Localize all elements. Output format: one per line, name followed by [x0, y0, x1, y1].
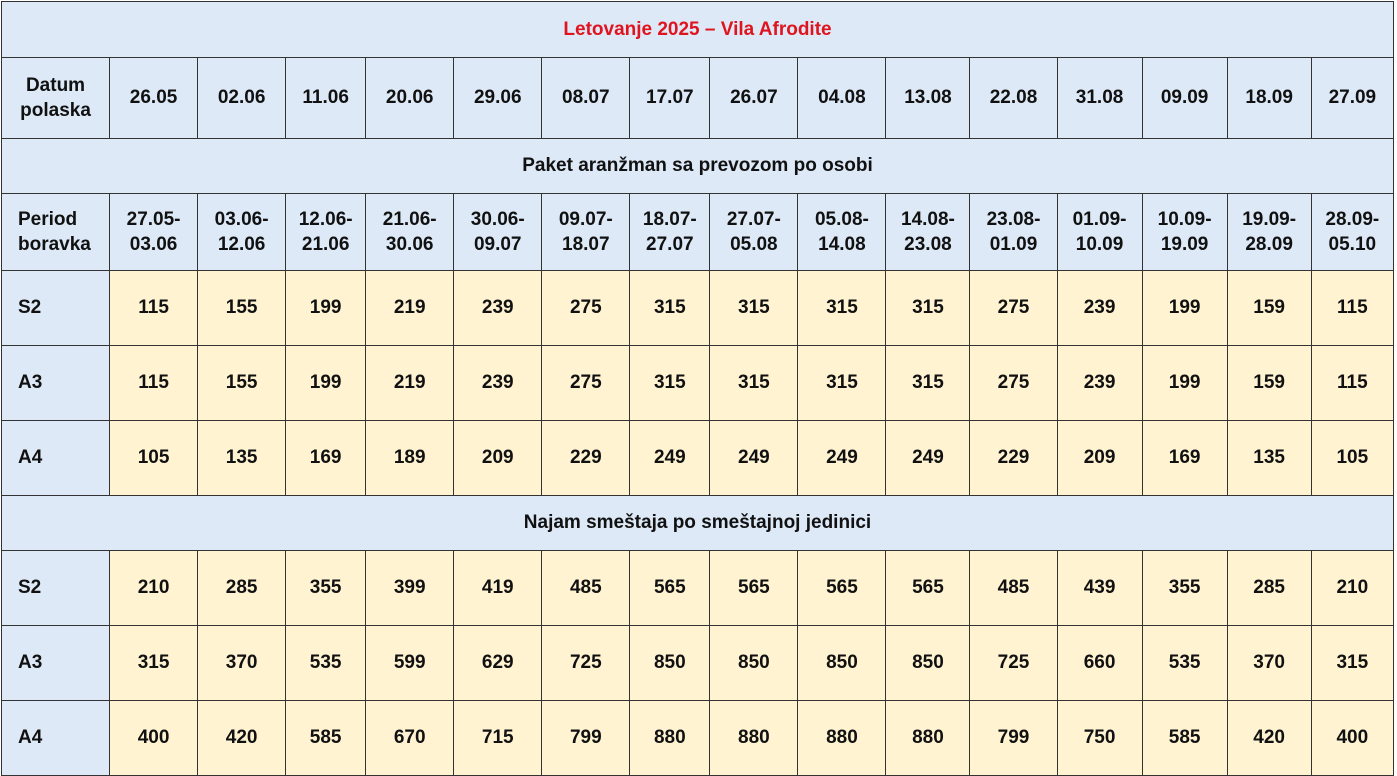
price-cell: 315	[798, 271, 886, 346]
stay-period-start: 30.06-	[470, 209, 525, 230]
stay-period	[1311, 194, 1393, 271]
stay-period-start: 27.07-	[726, 209, 781, 230]
stay-period-start: 19.09-	[1242, 209, 1297, 230]
price-cell: 799	[542, 701, 630, 776]
price-cell: 370	[198, 626, 286, 701]
price-cell: 670	[366, 701, 454, 776]
departure-label-line2: polaska	[20, 100, 91, 121]
price-cell: 249	[630, 421, 710, 496]
price-cell: 420	[1227, 701, 1311, 776]
price-cell: 880	[886, 701, 970, 776]
stay-period-start: 23.08-	[986, 209, 1041, 230]
price-cell: 199	[1142, 271, 1227, 346]
price-cell: 565	[710, 551, 798, 626]
departure-date: 04.08	[798, 58, 886, 139]
departure-date: 11.06	[286, 58, 366, 139]
price-cell: 105	[110, 421, 198, 496]
departure-date: 02.06	[198, 58, 286, 139]
price-cell: 535	[286, 626, 366, 701]
departure-date: 22.08	[970, 58, 1057, 139]
stay-period-end: 23.08	[904, 234, 952, 255]
price-cell: 135	[1227, 421, 1311, 496]
row-label: A3	[2, 346, 110, 421]
price-cell: 400	[110, 701, 198, 776]
stay-period	[970, 194, 1057, 271]
table-body	[2, 2, 1394, 776]
price-cell: 315	[886, 346, 970, 421]
price-cell: 135	[198, 421, 286, 496]
stay-period-end: 30.06	[385, 234, 434, 255]
price-table	[1, 1, 1394, 776]
price-cell: 249	[710, 421, 798, 496]
table-row	[2, 271, 1394, 346]
section-row	[2, 139, 1394, 194]
price-cell: 159	[1227, 271, 1311, 346]
price-cell: 850	[886, 626, 970, 701]
section-rental-title: Najam smeštaja po smeštajnoj jedinici	[2, 496, 1394, 551]
price-cell: 660	[1057, 626, 1142, 701]
price-cell: 565	[798, 551, 886, 626]
departure-label	[2, 58, 110, 139]
stay-period-end: 10.09	[1075, 234, 1124, 255]
stay-period-end: 05.08	[730, 234, 778, 255]
stay-period	[286, 194, 366, 271]
section-package-title: Paket aranžman sa prevozom po osobi	[2, 139, 1394, 194]
stay-period-end: 19.09	[1160, 234, 1209, 255]
price-cell: 565	[630, 551, 710, 626]
stay-period	[1227, 194, 1311, 271]
price-cell: 239	[454, 346, 542, 421]
stay-period-end: 14.08	[818, 234, 866, 255]
title-row	[2, 2, 1394, 58]
price-cell: 285	[1227, 551, 1311, 626]
departure-date: 18.09	[1227, 58, 1311, 139]
price-cell: 315	[710, 271, 798, 346]
price-cell: 485	[970, 551, 1057, 626]
price-cell: 880	[710, 701, 798, 776]
stay-period-row	[2, 194, 1394, 271]
price-cell: 355	[286, 551, 366, 626]
departure-date: 26.05	[110, 58, 198, 139]
price-cell: 275	[542, 271, 630, 346]
row-label: S2	[2, 551, 110, 626]
stay-period	[1057, 194, 1142, 271]
price-cell: 199	[1142, 346, 1227, 421]
stay-period	[110, 194, 198, 271]
stay-period-end: 09.07	[473, 234, 522, 255]
stay-period-end: 21.06	[301, 234, 350, 255]
price-cell: 210	[110, 551, 198, 626]
stay-period-start: 27.05-	[126, 209, 181, 230]
price-cell: 285	[198, 551, 286, 626]
price-cell: 850	[630, 626, 710, 701]
price-cell: 239	[454, 271, 542, 346]
price-cell: 400	[1311, 701, 1393, 776]
stay-period	[710, 194, 798, 271]
price-cell: 209	[1057, 421, 1142, 496]
table-row	[2, 626, 1394, 701]
price-cell: 355	[1142, 551, 1227, 626]
price-cell: 599	[366, 626, 454, 701]
price-cell: 315	[110, 626, 198, 701]
stay-period-start: 01.09-	[1072, 209, 1127, 230]
stay-period-start: 03.06-	[214, 209, 269, 230]
table-row	[2, 551, 1394, 626]
stay-period-end: 12.06	[217, 234, 266, 255]
price-cell: 535	[1142, 626, 1227, 701]
stay-label-line1: Period	[18, 209, 78, 230]
departure-date: 09.09	[1142, 58, 1227, 139]
price-cell: 229	[542, 421, 630, 496]
price-cell: 239	[1057, 346, 1142, 421]
price-cell: 315	[630, 346, 710, 421]
price-cell: 585	[286, 701, 366, 776]
stay-period	[798, 194, 886, 271]
stay-period-end: 03.06	[129, 234, 178, 255]
row-label: A4	[2, 421, 110, 496]
table-title: Letovanje 2025 – Vila Afrodite	[2, 2, 1394, 58]
price-cell: 155	[198, 271, 286, 346]
price-cell: 199	[286, 271, 366, 346]
stay-period	[454, 194, 542, 271]
table-row	[2, 421, 1394, 496]
price-cell: 275	[970, 346, 1057, 421]
departure-date: 29.06	[454, 58, 542, 139]
stay-period-end: 18.07	[562, 234, 610, 255]
price-cell: 715	[454, 701, 542, 776]
price-cell: 315	[710, 346, 798, 421]
price-cell: 275	[970, 271, 1057, 346]
price-cell: 315	[798, 346, 886, 421]
stay-label-line2: boravka	[18, 234, 91, 255]
price-cell: 750	[1057, 701, 1142, 776]
stay-period	[366, 194, 454, 271]
stay-period	[198, 194, 286, 271]
price-cell: 315	[1311, 626, 1393, 701]
price-cell: 880	[798, 701, 886, 776]
stay-period-start: 18.07-	[642, 209, 697, 230]
price-cell: 115	[1311, 346, 1393, 421]
stay-period-start: 12.06-	[298, 209, 353, 230]
price-cell: 419	[454, 551, 542, 626]
price-cell: 275	[542, 346, 630, 421]
price-cell: 880	[630, 701, 710, 776]
price-cell: 420	[198, 701, 286, 776]
price-cell: 199	[286, 346, 366, 421]
departure-date: 20.06	[366, 58, 454, 139]
row-label: S2	[2, 271, 110, 346]
price-cell: 209	[454, 421, 542, 496]
price-cell: 239	[1057, 271, 1142, 346]
price-cell: 169	[1142, 421, 1227, 496]
price-cell: 799	[970, 701, 1057, 776]
price-cell: 629	[454, 626, 542, 701]
stay-period-end: 27.07	[646, 234, 694, 255]
price-cell: 399	[366, 551, 454, 626]
stay-period-start: 10.09-	[1157, 209, 1212, 230]
stay-period-end: 28.09	[1245, 234, 1293, 255]
stay-label	[2, 194, 110, 271]
price-cell: 210	[1311, 551, 1393, 626]
stay-period-end: 01.09	[989, 234, 1038, 255]
departure-date: 17.07	[630, 58, 710, 139]
stay-period-start: 09.07-	[558, 209, 613, 230]
stay-period	[1142, 194, 1227, 271]
departure-date: 27.09	[1311, 58, 1393, 139]
price-cell: 169	[286, 421, 366, 496]
stay-period	[630, 194, 710, 271]
price-cell: 115	[1311, 271, 1393, 346]
price-cell: 725	[542, 626, 630, 701]
stay-period	[886, 194, 970, 271]
price-cell: 370	[1227, 626, 1311, 701]
stay-period-start: 05.08-	[814, 209, 869, 230]
price-cell: 159	[1227, 346, 1311, 421]
departure-row	[2, 58, 1394, 139]
row-label: A3	[2, 626, 110, 701]
price-cell: 115	[110, 346, 198, 421]
price-cell: 565	[886, 551, 970, 626]
price-cell: 249	[886, 421, 970, 496]
stay-period-end: 05.10	[1328, 234, 1377, 255]
departure-label-line1: Datum	[25, 75, 86, 96]
table-row	[2, 701, 1394, 776]
price-cell: 249	[798, 421, 886, 496]
price-cell: 850	[798, 626, 886, 701]
departure-date: 08.07	[542, 58, 630, 139]
price-cell: 485	[542, 551, 630, 626]
price-cell: 105	[1311, 421, 1393, 496]
price-cell: 315	[630, 271, 710, 346]
price-cell: 189	[366, 421, 454, 496]
stay-period-start: 14.08-	[901, 209, 955, 230]
price-cell: 725	[970, 626, 1057, 701]
price-cell: 229	[970, 421, 1057, 496]
section-row	[2, 496, 1394, 551]
stay-period-start: 21.06-	[382, 209, 437, 230]
price-cell: 219	[366, 346, 454, 421]
price-cell: 219	[366, 271, 454, 346]
price-cell: 850	[710, 626, 798, 701]
price-cell: 439	[1057, 551, 1142, 626]
price-cell: 315	[886, 271, 970, 346]
table-row	[2, 346, 1394, 421]
stay-period-start: 28.09-	[1325, 209, 1380, 230]
stay-period	[542, 194, 630, 271]
departure-date: 26.07	[710, 58, 798, 139]
departure-date: 31.08	[1057, 58, 1142, 139]
departure-date: 13.08	[886, 58, 970, 139]
row-label: A4	[2, 701, 110, 776]
price-cell: 115	[110, 271, 198, 346]
price-cell: 155	[198, 346, 286, 421]
price-cell: 585	[1142, 701, 1227, 776]
